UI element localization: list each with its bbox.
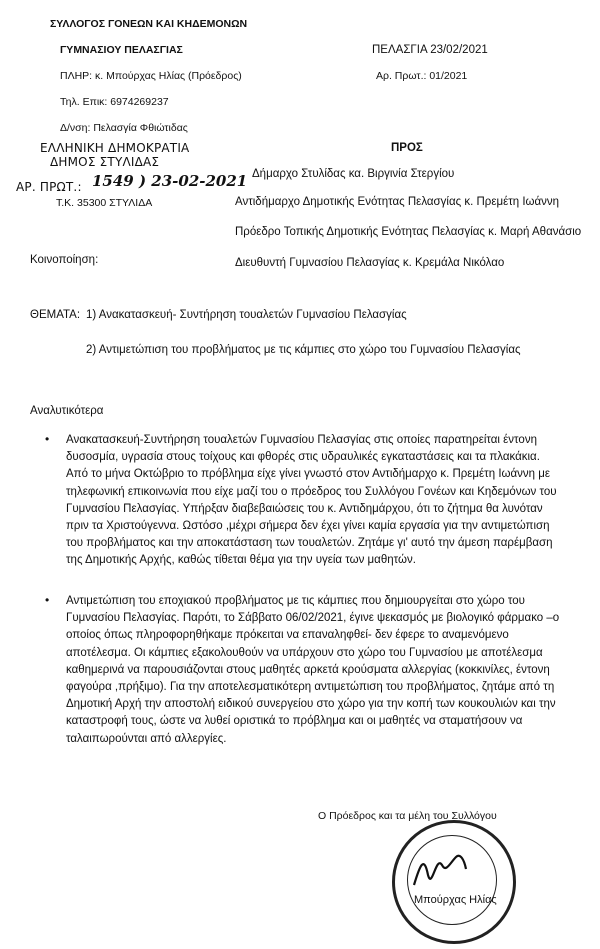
cc-recipient-3: Διευθυντή Γυμνασίου Πελασγίας κ. Κρεμάλα Νικόλαο	[235, 257, 505, 269]
paragraph-line: δυσοσμία, υγρασία στους τοίχους και φθορές στις υδραυλικές εγκαταστάσεις και τα πλακάκια.	[66, 451, 540, 464]
paragraph-line: του προβλήματος και την αποκατάσταση των τουαλετών. Ζητάμε γι' αυτό την άμεση παρέμβαση	[66, 537, 553, 550]
handwritten-protocol: 1549 ) 23-02-2021	[92, 172, 248, 190]
paragraph-line: οποίος όπως πληροφορηθήκαμε πρόκειται να επαναληφθεί- δεν έφερε το αναμενόμενο	[66, 629, 509, 642]
cc-label: Κοινοποίηση:	[30, 254, 99, 266]
stamp-line-2: ΔΗΜΟΣ ΣΤΥΛΙΔΑΣ	[50, 155, 160, 169]
association-name: ΣΥΛΛΟΓΟΣ ΓΟΝΕΩΝ ΚΑΙ ΚΗΔΕΜΟΝΩΝ	[50, 18, 248, 30]
to-label: ΠΡΟΣ	[391, 142, 423, 154]
address: Δ/νση: Πελασγία Φθιώτιδας	[60, 122, 188, 134]
subject-2: 2) Αντιμετώπιση του προβλήματος με τις κάμπιες στο χώρο του Γυμνασίου Πελασγίας	[86, 344, 521, 356]
paragraph-line: καταστροφή τους, ώστε να λυθεί οριστικά το πρόβλημα και οι μαθητές να σταματήσουν να	[66, 715, 523, 728]
subjects-label: ΘΕΜΑΤΑ:	[30, 309, 81, 321]
paragraph-line: Ανακατασκευή-Συντήρηση τουαλετών Γυμνασίου Πελασγίας στις οποίες παρατηρείται έντονη	[66, 434, 537, 446]
paragraph-line: φαγούρα ,πρήξιμο). Για την αποτελεσματικότερη αντιμετώπιση του προβλήματος, ζητάμε από τη	[66, 681, 555, 694]
recipient-mayor: Δήμαρχο Στυλίδας κα. Βιργινία Στεργίου	[252, 168, 455, 180]
paragraph-line: Από το μήνα Οκτώβριο το πρόβλημα είχε γίνει γνωστό στον Αντιδήμαρχο κ. Πρεμέτη Ιωάννη με	[66, 468, 550, 481]
contact-person: ΠΛΗΡ: κ. Μπούρχας Ηλίας (Πρόεδρος)	[60, 70, 242, 82]
stamp-line-1: ΕΛΛΗΝΙΚΗ ΔΗΜΟΚΡΑΤΙΑ	[40, 141, 190, 155]
paragraph-line: Γυμνασίου Πελασγίας. Παρότι, το Σάββατο 06/02/2021, έγινε ψεκασμός με βιολογικό φάρμακο –ο	[66, 612, 560, 625]
bullet-paragraph-1	[66, 432, 586, 570]
stamp-postcode: Τ.Κ. 35300 ΣΤΥΛΙΔΑ	[56, 197, 153, 209]
cc-recipient-1: Αντιδήμαρχο Δημοτικής Ενότητας Πελασγίας κ. Πρεμέτη Ιωάννη	[235, 196, 560, 208]
paragraph-line: τηλεφωνική επικοινωνία που είχε μαζί του ο πρόεδρος του Συλλόγου Γονέων και Κηδεμόνων του	[66, 485, 557, 498]
school-name: ΓΥΜΝΑΣΙΟΥ ΠΕΛΑΣΓΙΑΣ	[60, 44, 183, 56]
protocol-number: Αρ. Πρωτ.: 01/2021	[376, 70, 468, 82]
phone-number: Τηλ. Επικ: 6974269237	[60, 96, 169, 108]
paragraph-line: ταλαιπωρούνται από αλλεργίες.	[66, 732, 227, 745]
bullet-marker-1: •	[45, 432, 50, 446]
cc-recipient-2: Πρόεδρο Τοπικής Δημοτικής Ενότητας Πελασγίας κ. Μαρή Αθανάσιο	[235, 226, 582, 238]
paragraph-line: της Δημοτικής Αρχής, καθώς τίθεται θέμα για την υγεία των μαθητών.	[66, 554, 416, 567]
intro-text: Αναλυτικότερα	[30, 405, 104, 417]
paragraph-line: Αντιμετώπιση του εποχιακού προβλήματος με τις κάμπιες που δημιουργείται στο χώρο του	[66, 595, 525, 607]
place-date: ΠΕΛΑΣΓΙΑ 23/02/2021	[372, 44, 488, 56]
signatory-name: Μπούρχας Ηλίας	[414, 894, 497, 906]
paragraph-line: αποτέλεσμα. Οι κάμπιες εξακολουθούν να υπάρχουν στο χώρο του Γυμνασίου με αποτέλεσμα	[66, 646, 543, 659]
signature-closing: Ο Πρόεδρος και τα μέλη του Συλλόγου	[318, 810, 497, 822]
paragraph-line: Δημοτική Αρχή την αποστολή ειδικού συνεργείου στο χώρο για την κοπή των κουκουλιών και την	[66, 698, 556, 711]
handwritten-signature	[410, 845, 470, 895]
paragraph-line: πριν τα Χριστούγεννα. Ωστόσο ,μέχρι σήμερα δεν έχει γίνει καμία εργασία για την αντιμετώπιση	[66, 520, 550, 533]
stamp-protocol-label: ΑΡ. ΠΡΩΤ.:	[16, 180, 82, 194]
bullet-paragraph-2	[66, 593, 586, 748]
subject-1: 1) Ανακατασκευή- Συντήρηση τουαλετών Γυμνασίου Πελασγίας	[86, 309, 407, 321]
paragraph-line: Γυμνασίου Πελασγίας. Υπήρξαν διαβεβαιώσεις του κ. Αντιδημάρχου, ότι το ζήτημα θα λυνόταν	[66, 502, 543, 515]
paragraph-line: καθημερινά να παρουσιάζονται στους μαθητές αρκετά κρούσματα αλλεργίας (κοκκινίλες, έντονη	[66, 663, 550, 676]
bullet-marker-2: •	[45, 593, 50, 607]
